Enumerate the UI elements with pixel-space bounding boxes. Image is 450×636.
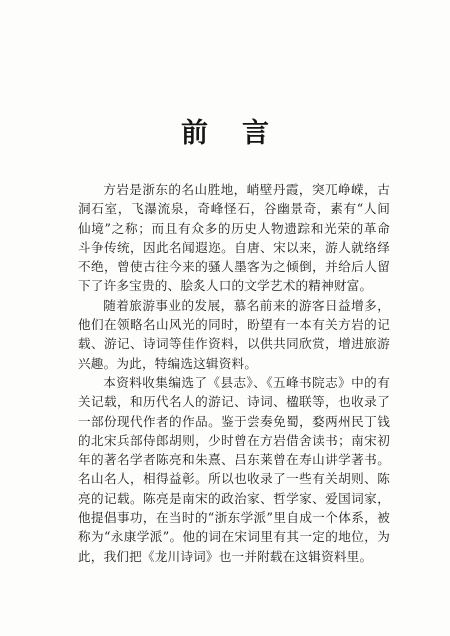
page-title: 前言 — [181, 118, 303, 149]
paragraph-3: 本资料收集编选了《县志》、《五峰书院志》中的有关记载，和历代名人的游记、诗词、楹联等，也收录了一部份现代作者的作品。鉴于尝奏免蜀，婺两州民丁钱的北宋兵部侍郎胡则，少时曾在方岩借舍读书；南宋初年的著名学者陈亮和朱熹、吕东莱曾在寿山讲学著书。名山名人，相得益彰。所以也收录了一些有关胡则、陈亮的记载。陈亮是南宋的政治家、哲学家、爱国词家，他提倡事功，在当时的“浙东学派”里自成一个体系，被称为“永康学派”。他的词在宋词里有其一定的地位，为此，我们把《龙川诗词》也一并附载在这辑资料里。 — [78, 374, 390, 564]
paragraph-2: 随着旅游事业的发展，慕名前来的游客日益增多，他们在领略名山风光的同时，盼望有一本有关方岩的记载、游记、诗词等佳作资料，以供共同欣赏，增进旅游兴趣。为此，特编选这辑资料。 — [78, 297, 390, 371]
preface-body — [78, 180, 390, 566]
paragraph-1: 方岩是浙东的名山胜地，峭壁丹霞，突兀峥嵘，古洞石室，飞瀑流泉，奇峰怪石，谷幽景奇，素有“人间仙境”之称；而且有众多的历史人物遗踪和光荣的革命斗争传统，因此名闻遐迩。自唐、宋以来，游人就络绎不绝，曾使古往今来的骚人墨客为之倾倒，并给后人留下了许多宝贵的、脍炙人口的文学艺术的精神财富。 — [78, 182, 390, 294]
